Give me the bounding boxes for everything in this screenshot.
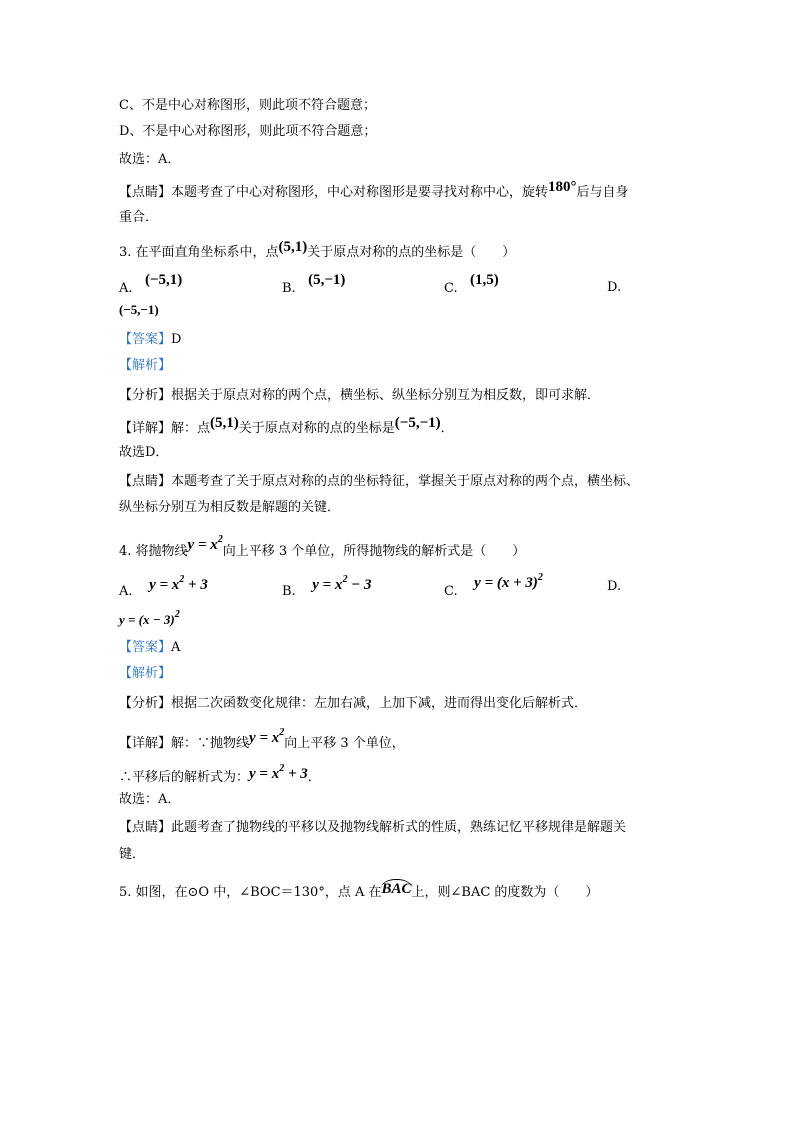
q3-option-c [444,270,499,296]
choice-line: 故选：A． [119,152,181,167]
q4-answer-value: A [171,640,181,655]
q3-dianjing-2: 纵坐标分别互为相反数是解题的关键． [119,500,341,515]
q3-option-b [282,270,346,296]
q4-a-exp: 2 [179,574,185,585]
q3-fenxi-text: 根据关于原点对称的两个点，横坐标、纵坐标分别互为相反数，即可求解． [171,388,601,403]
q4-text: 4. 将抛物线 [119,544,188,559]
q5-arc-label: BAC [381,881,412,897]
q4-xj-text-tail: 向上平移 3 个单位， [284,736,405,751]
q4-c-exp: 2 [537,572,543,583]
q4-jiexi-tag: 【解析】 [119,666,172,681]
q3-fenxi [119,386,600,406]
q4-b-base: y = x [312,577,343,593]
q3-text-tail: 关于原点对称的点的坐标是（ ） [307,245,516,260]
q3-option-a [119,270,183,296]
option-d-explanation: D、不是中心对称图形，则此项不符合题意； [119,124,377,139]
q3-answer [119,330,181,350]
q4-d-base: y = (x − 3) [119,612,175,627]
q5-text: 5. 如图，在⊙O 中，∠BOC＝130°，点 A 在 [119,885,382,900]
q4-b-label: B. [282,584,296,599]
q5-arc [381,879,411,897]
q3-point: (5,1) [278,239,308,255]
answer-tag: 【答案】 [119,332,172,347]
q4-fenxi-text: 根据二次函数变化规律：左加右减，上加下减，进而得出变化后解析式． [171,696,588,711]
q4-parabola-exp: 2 [217,534,223,545]
q4-text-tail: 向上平移 3 个单位，所得抛物线的解析式是（ ） [222,544,526,559]
q4-option-a [119,570,208,599]
fenxi-tag: 【分析】 [119,696,172,711]
q4-c-base: y = (x + 3) [474,575,538,591]
q3-xj-text: 解：点 [171,421,211,436]
q4-choice: 故选：A． [119,792,181,807]
q3-xj-result: (−5,−1) [394,415,441,431]
q4-therefore [119,762,321,788]
q4-xj-base: y = x [249,730,280,746]
q4-dianjing-1 [119,818,626,838]
q4-xj-exp: 2 [279,727,285,738]
q4-d-exp: 2 [174,609,180,620]
q4-option-c [444,568,543,599]
q4-option-b [282,570,372,599]
answer-tag: 【答案】 [119,640,172,655]
q4-answer [119,638,180,658]
dianjing-tag: 【点睛】 [119,185,172,200]
q4-th-tail: + 3 [284,766,308,782]
dianjing-line-2: 重合． [119,210,159,225]
q4-a-tail: + 3 [184,577,208,593]
q4-th-result [249,763,308,782]
fenxi-tag: 【分析】 [119,388,172,403]
q4-fenxi [119,694,587,714]
xiangjie-tag: 【详解】 [119,421,172,436]
math-180: 180° [548,179,577,195]
q3-jiexi-tag: 【解析】 [119,358,172,373]
q4-a-base: y = x [149,577,180,593]
question-3 [119,239,516,263]
q4-a-label: A. [119,584,133,599]
q4-xj-parabola [249,727,285,746]
q3-dianjing-1 [119,472,639,492]
q4-th-exp: 2 [279,763,285,774]
q4-c-label: C. [444,584,458,599]
q4-b-tail: − 3 [347,577,372,593]
q3-option-d-value: (−5,−1) [119,302,159,317]
q3-xiangjie [119,415,454,439]
q3-text: 3. 在平面直角坐标系中，点 [119,245,279,260]
q4-b-exp: 2 [342,574,348,585]
q3-c-value: (1,5) [470,272,499,288]
q3-xj-point: (5,1) [210,415,239,431]
q3-b-value: (5,−1) [308,272,346,288]
dianjing-text-tail: 后与自身 [576,185,629,200]
q3-b-label: B. [282,281,296,296]
q4-th-base: y = x [249,766,280,782]
q3-choice: 故选D． [119,445,169,460]
option-c-explanation: C、不是中心对称图形，则此项不符合题意； [119,98,376,113]
q3-dianjing-text: 本题考查了关于原点对称的点的坐标特征，掌握关于原点对称的两个点，横坐标、 [171,474,640,489]
dianjing-tag: 【点睛】 [119,820,172,835]
dianjing-text: 本题考查了中心对称图形，中心对称图形是要寻找对称中心，旋转 [171,185,549,200]
q4-option-d-label: D. [607,579,622,594]
q3-option-d-label: D. [607,280,622,295]
q4-parabola [187,534,223,553]
xiangjie-tag: 【详解】 [119,736,172,751]
q3-answer-value: D [171,332,182,347]
dianjing-line-1 [119,179,629,203]
q4-xiangjie [119,728,405,754]
q4-parabola-base: y = x [187,537,218,553]
q3-xj-end: ． [440,421,454,436]
q4-dianjing-text: 此题考查了抛物线的平移以及抛物线解析式的性质，熟练记忆平移规律是解题关 [171,820,627,835]
q4-option-d-value [119,605,180,630]
question-5 [119,882,598,903]
q3-a-value: (−5,1) [144,272,183,288]
q3-a-label: A. [119,281,133,296]
question-4 [119,536,525,562]
q3-c-label: C. [444,281,458,296]
dianjing-tag: 【点睛】 [119,474,172,489]
q4-th-text: ∴平移后的解析式为： [119,770,250,785]
q4-xj-text: 解：∵抛物线 [171,736,250,751]
q3-xj-text-mid: 关于原点对称的点的坐标是 [238,421,395,436]
q4-dianjing-2: 键． [119,847,146,862]
q4-th-end: ． [307,770,321,785]
q5-text-tail: 上，则∠BAC 的度数为（ ） [411,885,599,900]
